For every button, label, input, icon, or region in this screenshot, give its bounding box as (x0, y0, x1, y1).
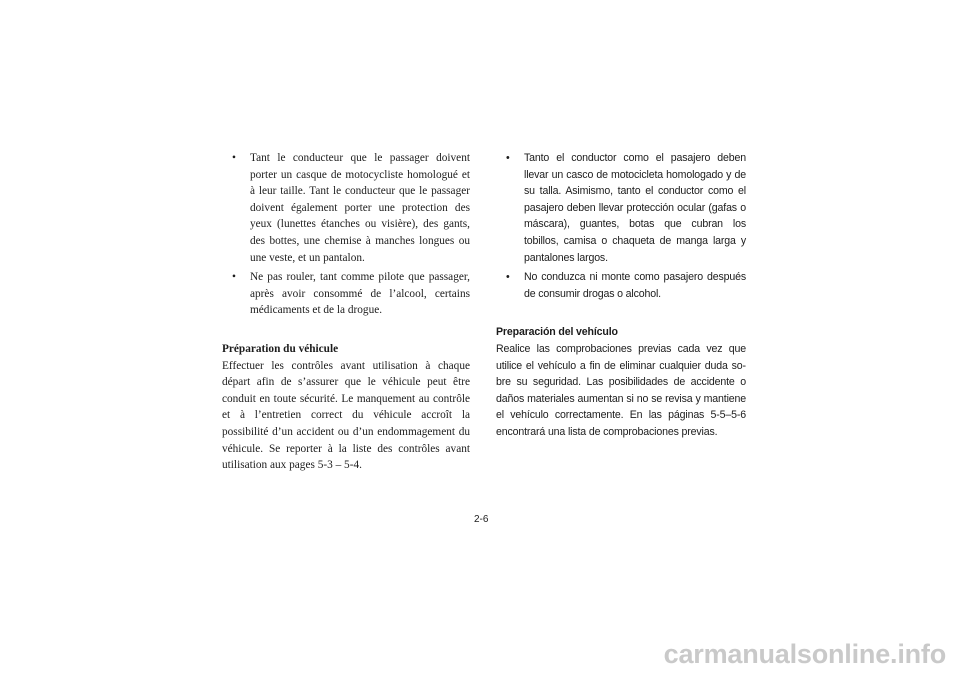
bullet-icon: • (506, 271, 510, 284)
bullet-icon: • (232, 271, 236, 284)
list-item (496, 269, 746, 302)
bullet-text: No conduzca ni monte como pasajero después de consumir drogas o alcohol. (524, 271, 746, 300)
section-paragraph: Realice las comprobaciones previas cada vez que utilice el vehículo a fin de eliminar cualquier duda sobre su seguridad. Las posibilidades de accidente o daños materiales aumentan si no se revisa y mantiene el vehículo correctamente. En las páginas 5-5–5-6 encontrará una lista de comprobaciones previas. (496, 342, 746, 438)
watermark: carmanualsonline.info (663, 639, 946, 669)
list-item (222, 269, 470, 319)
bullet-icon: • (232, 152, 236, 164)
section-heading: Preparación del vehículo (496, 326, 618, 339)
french-section (222, 341, 470, 474)
spanish-section (496, 324, 746, 440)
section-paragraph: Effectuer les contrôles avant utilisation à chaque départ afin de s’assurer que le véhicule peut être conduit en toute sécurité. Le manquement au contrôle et à l’entretien correct du véhicule accroît la possibilité d’un accident ou d’un endommagement du véhicule. Se reporter à la liste des contrôles avant utilisation aux pages 5-3 – 5-4. (222, 359, 470, 472)
spanish-bullet-list (496, 150, 746, 302)
french-bullet-list (222, 150, 470, 319)
bullet-text: Ne pas rouler, tant comme pilote que passager, après avoir consommé de l’alcool, certains médicaments et de la drogue. (250, 271, 470, 317)
bullet-text: Tant le conducteur que le passager doivent porter un casque de motocycliste homologué et à leur taille. Tant le conducteur que le passager doivent également porter une protection des yeux (lunettes étanches ou visière), des gants, des bottes, une chemise à manches longues ou une veste, et un pantalon. (250, 152, 470, 264)
bullet-text: Tanto el conductor como el pasajero deben llevar un casco de motocicleta homologado y de su talla. Asimismo, tanto el conductor como el pasajero deben llevar protección ocular (gafas o máscara), guantes, botas que cubran los tobillos, camisa o chaqueta de manga larga y pantalones largos. (524, 152, 746, 264)
page-number: 2-6 (474, 514, 489, 525)
spanish-column (496, 150, 746, 441)
list-item (222, 150, 470, 266)
section-heading: Préparation du véhicule (222, 342, 339, 355)
list-item (496, 150, 746, 266)
bullet-icon: • (506, 152, 510, 164)
french-column (222, 150, 470, 474)
